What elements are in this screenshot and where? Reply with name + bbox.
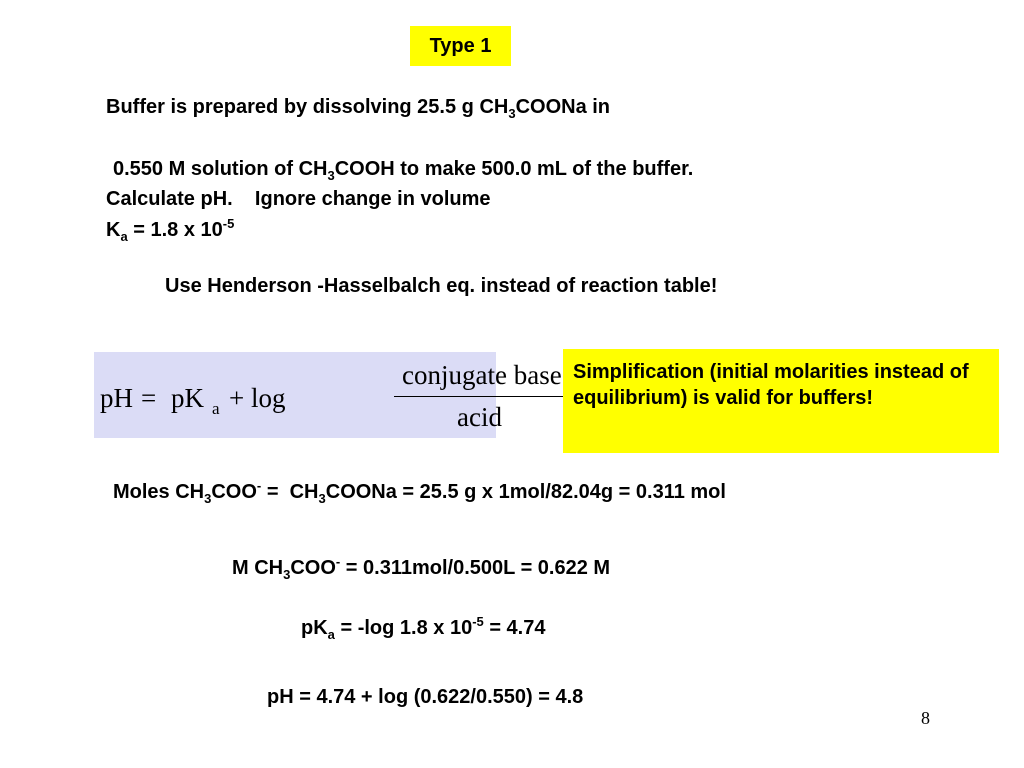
ka-number: = 1.8 x 10 — [127, 219, 223, 241]
formula-denominator: acid — [457, 402, 502, 432]
step-text: Moles CH — [113, 481, 205, 503]
superscript: -5 — [472, 614, 484, 629]
step-text: pK — [301, 617, 328, 639]
moles-calculation — [113, 480, 726, 504]
step-text: COONa = 25.5 g x 1mol/82.04g = 0.311 mol — [325, 481, 726, 503]
instruction-text: Use Henderson -Hasselbalch eq. instead of reaction table! — [165, 275, 718, 297]
henderson-hasselbalch-formula — [94, 352, 562, 438]
step-text: M CH — [232, 557, 284, 579]
step-text: COO — [290, 557, 336, 579]
simplification-note: Simplification (initial molarities instead of equilibrium) is valid for buffers! — [563, 349, 999, 453]
pka-calculation — [301, 616, 545, 640]
problem-line-1-text-end: COONa in — [515, 96, 611, 118]
step-text: = -log 1.8 x 10 — [334, 617, 473, 639]
step-text: = CH — [261, 481, 319, 503]
molarity-calculation — [232, 556, 610, 580]
formula-log: log — [251, 383, 286, 413]
superscript: - — [256, 478, 262, 493]
subscript: 3 — [327, 168, 335, 183]
subscript: a — [120, 229, 128, 244]
ka-value — [106, 218, 234, 242]
formula-pk: pK — [171, 383, 204, 413]
superscript: - — [335, 554, 341, 569]
problem-line-2-text: 0.550 M solution of CH — [113, 158, 328, 180]
fraction-bar — [394, 396, 582, 397]
subscript: 3 — [508, 106, 516, 121]
step-text: COO — [211, 481, 257, 503]
problem-line-2-text-end: COOH to make 500.0 mL of the buffer. — [334, 158, 694, 180]
subscript: a — [327, 627, 335, 642]
problem-line-3: Calculate pH. Ignore change in volume — [106, 188, 491, 210]
problem-line-2 — [113, 157, 693, 181]
ka-symbol: K — [106, 219, 121, 241]
formula-equals: = — [141, 383, 157, 413]
formula-plus: + — [229, 383, 245, 413]
superscript: -5 — [222, 216, 235, 231]
ph-result: pH = 4.74 + log (0.622/0.550) = 4.8 — [267, 686, 584, 708]
formula-numerator: conjugate base — [402, 360, 562, 390]
step-text: = 0.311mol/0.500L = 0.622 M — [340, 557, 611, 579]
subscript: 3 — [283, 567, 291, 582]
step-text: = 4.74 — [483, 617, 546, 639]
problem-line-1 — [106, 95, 610, 119]
subscript: 3 — [318, 491, 326, 506]
formula-ph: pH — [100, 383, 133, 413]
problem-line-1-text: Buffer is prepared by dissolving 25.5 g CH — [106, 96, 509, 118]
slide-number: 8 — [921, 708, 930, 728]
subscript: 3 — [204, 491, 212, 506]
type-badge: Type 1 — [410, 26, 511, 66]
formula-pk-subscript: a — [212, 399, 220, 418]
